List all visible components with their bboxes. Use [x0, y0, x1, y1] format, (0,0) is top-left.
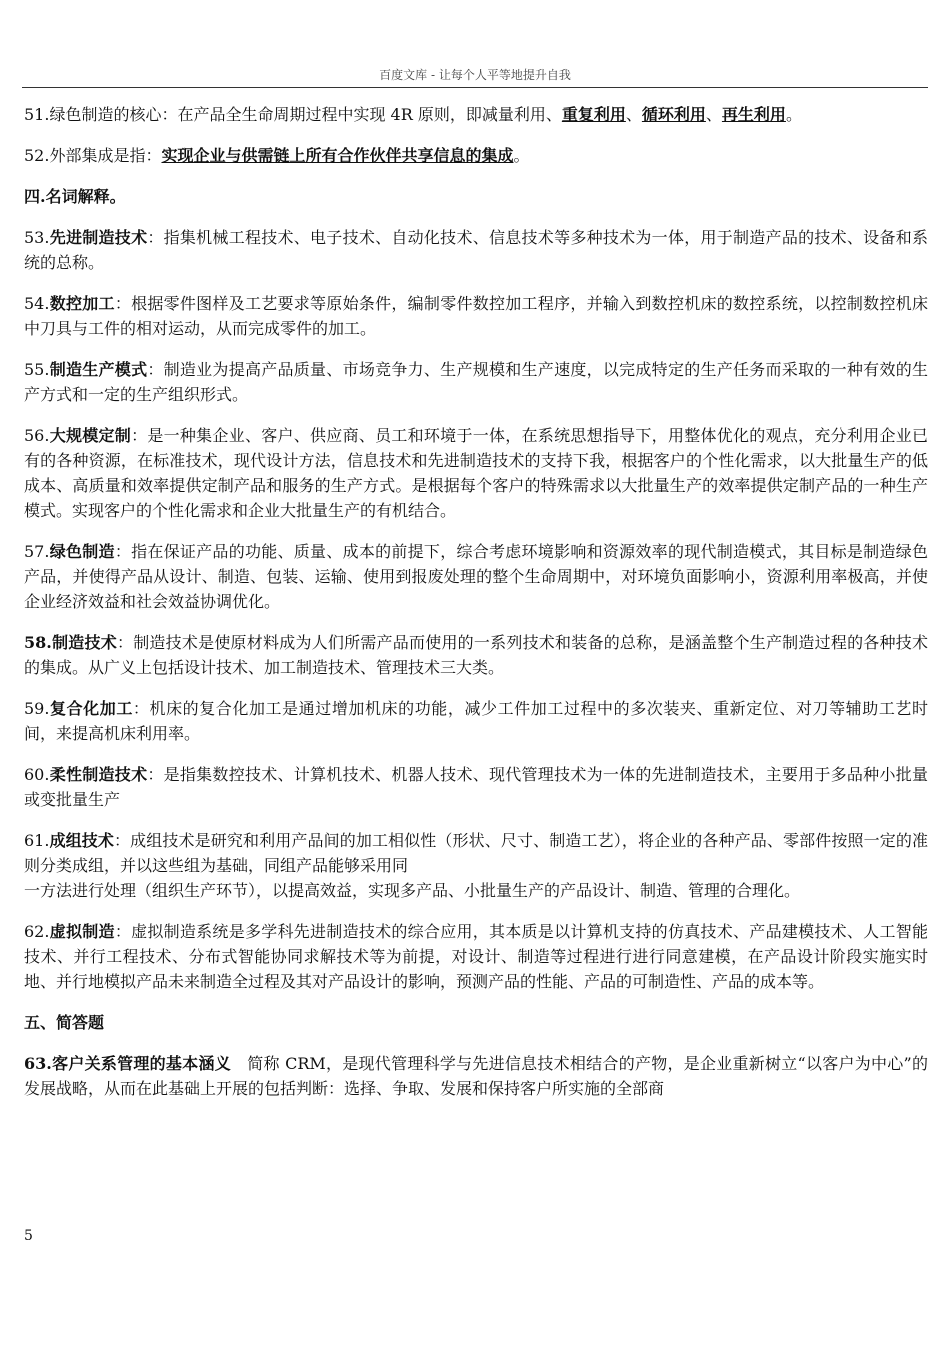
separator: 、 [625, 105, 642, 124]
item-term: 先进制造技术 [49, 228, 148, 247]
item-63 [24, 1051, 928, 1101]
item-text: ：制造技术是使原材料成为人们所需产品而使用的一系列技术和装备的总称，是涵盖整个生产制造过程的各种技术的集成。从广义上包括设计技术、加工制造技术、管理技术三大类。 [24, 633, 928, 677]
punctuation: 。 [513, 146, 530, 165]
item-term: 虚拟制造 [49, 922, 115, 941]
item-text: ：成组技术是研究和利用产品间的加工相似性（形状、尺寸、制造工艺），将企业的各种产品、零部件按照一定的准则分类成组，并以这些组为基础，同组产品能够采用同 [24, 831, 928, 875]
item-52 [24, 143, 928, 168]
item-number: 62. [24, 922, 50, 941]
underlined-term: 循环利用 [641, 105, 706, 124]
item-text: 外部集成是指： [49, 146, 162, 165]
item-55 [24, 357, 928, 407]
item-text: ：是指集数控技术、计算机技术、机器人技术、现代管理技术为一体的先进制造技术，主要用于多品种小批量或变批量生产 [24, 765, 928, 809]
punctuation: 。 [785, 105, 802, 124]
item-53 [24, 225, 928, 275]
item-text: 简称 CRM，是现代管理科学与先进信息技术相结合的产物，是企业重新树立“以客户为中心”的发展战略，从而在此基础上开展的包括判断：选择、争取、发展和保持客户所实施的全部商 [24, 1054, 928, 1098]
item-term: 柔性制造技术 [49, 765, 148, 784]
item-number: 52. [24, 146, 50, 165]
section-heading-4: 四.名词解释。 [24, 187, 126, 206]
item-text: ：制造业为提高产品质量、市场竞争力、生产规模和生产速度，以完成特定的生产任务而采取的一种有效的生产方式和一定的生产组织形式。 [24, 360, 928, 404]
item-number: 56. [24, 426, 50, 445]
item-number: 59. [24, 699, 50, 718]
item-term: 成组技术 [49, 831, 115, 850]
item-text-continued: 一方法进行处理（组织生产环节），以提高效益，实现多产品、小批量生产的产品设计、制造、管理的合理化。 [24, 881, 801, 900]
item-term: 大规模定制 [49, 426, 132, 445]
item-text: ：根据零件图样及工艺要求等原始条件，编制零件数控加工程序，并输入到数控机床的数控系统，以控制数控机床中刀具与工件的相对运动，从而完成零件的加工。 [24, 294, 928, 338]
page-header: 百度文库 - 让每个人平等地提升自我 [379, 68, 571, 82]
item-number: 55. [24, 360, 50, 379]
item-number: 51. [24, 105, 50, 124]
item-term: 绿色制造 [49, 542, 115, 561]
item-58 [24, 630, 928, 680]
item-text: ：是一种集企业、客户、供应商、员工和环境于一体，在系统思想指导下，用整体优化的观点，充分利用企业已有的各种资源，在标准技术，现代设计方法，信息技术和先进制造技术的支持下我，根据客户的个性化需求，以大批量生产的低成本、高质量和效率提供定制产品和服务的生产方式。是根据每个客户的特殊需求以大批量生产的效率提供定制产品的一种生产模式。实现客户的个性化需求和企业大批量生产的有机结合。 [24, 426, 928, 520]
item-54 [24, 291, 928, 341]
page-number: 5 [24, 1228, 33, 1244]
item-51 [24, 102, 928, 127]
item-number: 63. [24, 1054, 52, 1073]
item-number: 57. [24, 542, 50, 561]
item-61 [24, 828, 928, 903]
underlined-term: 再生利用 [721, 105, 786, 124]
underlined-term: 重复利用 [561, 105, 626, 124]
item-term: 复合化加工 [49, 699, 133, 718]
item-number: 53. [24, 228, 50, 247]
item-term: 制造技术 [51, 633, 117, 652]
item-56 [24, 423, 928, 523]
separator: 、 [705, 105, 722, 124]
item-term: 制造生产模式 [49, 360, 148, 379]
item-number: 61. [24, 831, 50, 850]
item-text: ：虚拟制造系统是多学科先进制造技术的综合应用，其本质是以计算机支持的仿真技术、产品建模技术、人工智能技术、并行工程技术、分布式智能协同求解技术等为前提，对设计、制造等过程进行进行同意建模，在产品设计阶段实施实时地、并行地模拟产品未来制造全过程及其对产品设计的影响，预测产品的性能、产品的可制造性、产品的成本等。 [24, 922, 928, 991]
item-text: ：机床的复合化加工是通过增加机床的功能，减少工件加工过程中的多次装夹、重新定位、对刀等辅助工艺时间，来提高机床利用率。 [24, 699, 928, 743]
item-text: ：指在保证产品的功能、质量、成本的前提下，综合考虑环境影响和资源效率的现代制造模式，其目标是制造绿色产品，并使得产品从设计、制造、包装、运输、使用到报废处理的整个生命周期中，对环境负面影响小，资源利用率极高，并使企业经济效益和社会效益协调优化。 [24, 542, 928, 611]
item-term: 客户关系管理的基本涵义 [51, 1054, 231, 1073]
underlined-term: 实现企业与供需链上所有合作伙伴共享信息的集成 [161, 146, 514, 165]
header-rule [22, 87, 928, 88]
item-number: 54. [24, 294, 50, 313]
document-body [24, 102, 928, 1117]
item-57 [24, 539, 928, 614]
section-heading-5: 五、简答题 [24, 1013, 105, 1032]
item-number: 60. [24, 765, 50, 784]
item-term: 数控加工 [49, 294, 115, 313]
item-text: 绿色制造的核心：在产品全生命周期过程中实现 4R 原则，即减量利用、 [49, 105, 562, 124]
item-number: 58. [24, 633, 52, 652]
item-59 [24, 696, 928, 746]
item-60 [24, 762, 928, 812]
item-text: ：指集机械工程技术、电子技术、自动化技术、信息技术等多种技术为一体，用于制造产品的技术、设备和系统的总称。 [24, 228, 928, 272]
item-62 [24, 919, 928, 994]
